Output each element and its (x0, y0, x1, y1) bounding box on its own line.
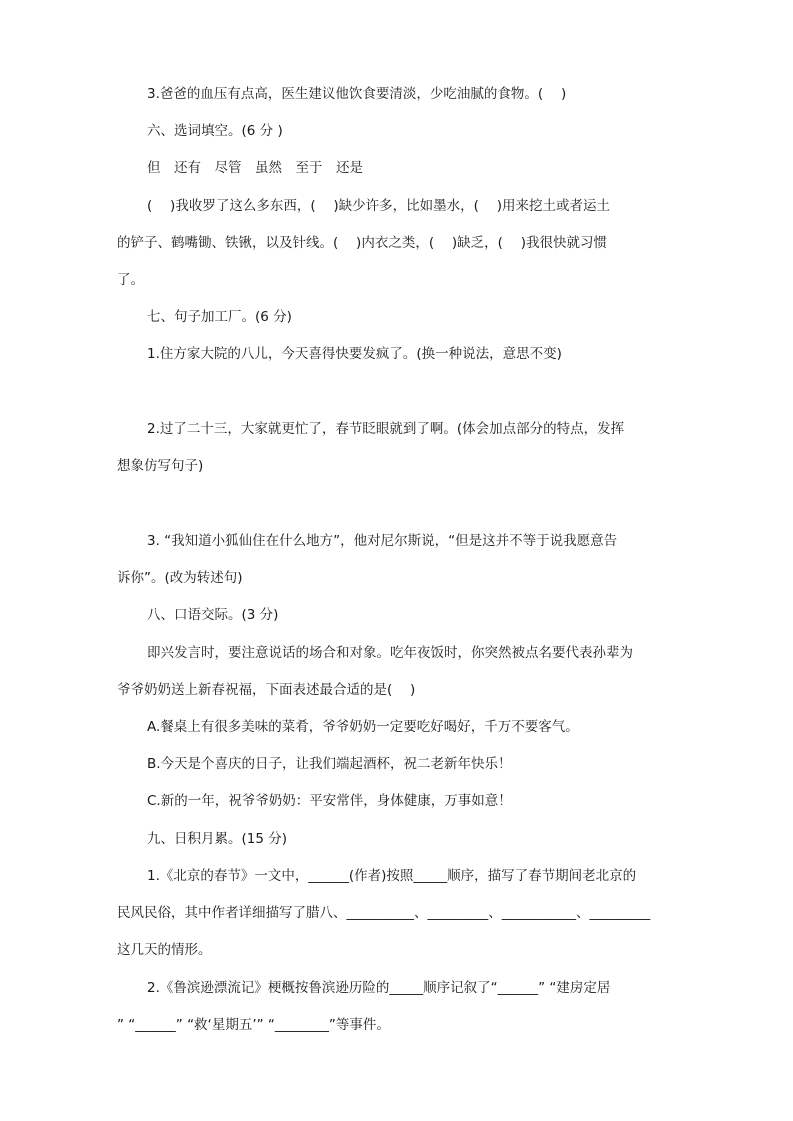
fill-blank-line-2: 的铲子、鹤嘴锄、铁锹，以及针线。( )内衣之类，( )缺乏，( )我很快就习惯 (117, 235, 607, 251)
fill-blank-line-3: 了。 (117, 272, 144, 288)
option-b: B.今天是个喜庆的日子，让我们端起酒杯，祝二老新年快乐！ (147, 756, 512, 772)
section-8-heading: 八、口语交际。(3 分) (147, 607, 279, 623)
section-9-heading: 九、日积月累。(15 分) (147, 831, 288, 847)
option-c: C.新的一年，祝爷爷奶奶：平安常伴，身体健康，万事如意！ (147, 793, 512, 809)
sentence-task-2-line-2: 想象仿写句子) (117, 458, 204, 474)
fill-blank-line-1: ( )我收罗了这么多东西，( )缺少许多，比如墨水，( )用来挖土或者运土 (147, 198, 610, 214)
option-a: A.餐桌上有很多美味的菜肴，爷爷奶奶一定要吃好喝好，千万不要客气。 (147, 719, 579, 735)
section-6-heading: 六、选词填空。(6 分 ) (147, 123, 283, 139)
accumulation-2-line-2: ” “______” “救‘星期五’” “________”等事件。 (117, 1017, 390, 1033)
sentence-task-2-line-1: 2.过了二十三，大家就更忙了，春节眨眼就到了啊。(体会加点部分的特点，发挥 (147, 421, 625, 437)
oral-task-line-1: 即兴发言时，要注意说话的场合和对象。吃年夜饭时，你突然被点名要代表孙辈为 (147, 645, 633, 661)
section-7-heading: 七、句子加工厂。(6 分) (147, 309, 292, 325)
sentence-task-3-line-2: 诉你”。(改为转述句) (117, 570, 243, 586)
accumulation-2-line-1: 2.《鲁滨逊漂流记》梗概按鲁滨逊历险的_____顺序记叙了“______” “建房定居 (147, 980, 611, 996)
sentence-task-3-line-1: 3. “我知道小狐仙住在什么地方”，他对尼尔斯说，“但是这并不等于说我愿意告 (147, 533, 618, 549)
sentence-task-1: 1.住方家大院的八儿，今天喜得快要发疯了。(换一种说法，意思不变) (147, 346, 562, 362)
question-3-blood-pressure: 3.爸爸的血压有点高，医生建议他饮食要清淡，少吃油腻的食物。( ) (147, 86, 567, 102)
oral-task-line-2: 爷爷奶奶送上新春祝福，下面表述最合适的是( ) (117, 682, 416, 698)
word-bank: 但 还有 尽管 虽然 至于 还是 (147, 160, 363, 176)
accumulation-1-line-2: 民风民俗，其中作者详细描写了腊八、__________、_________、___________、_________ (117, 905, 651, 921)
accumulation-1-line-1: 1.《北京的春节》一文中，______(作者)按照_____顺序，描写了春节期间老北京的 (147, 868, 637, 884)
accumulation-1-line-3: 这几天的情形。 (117, 942, 212, 958)
